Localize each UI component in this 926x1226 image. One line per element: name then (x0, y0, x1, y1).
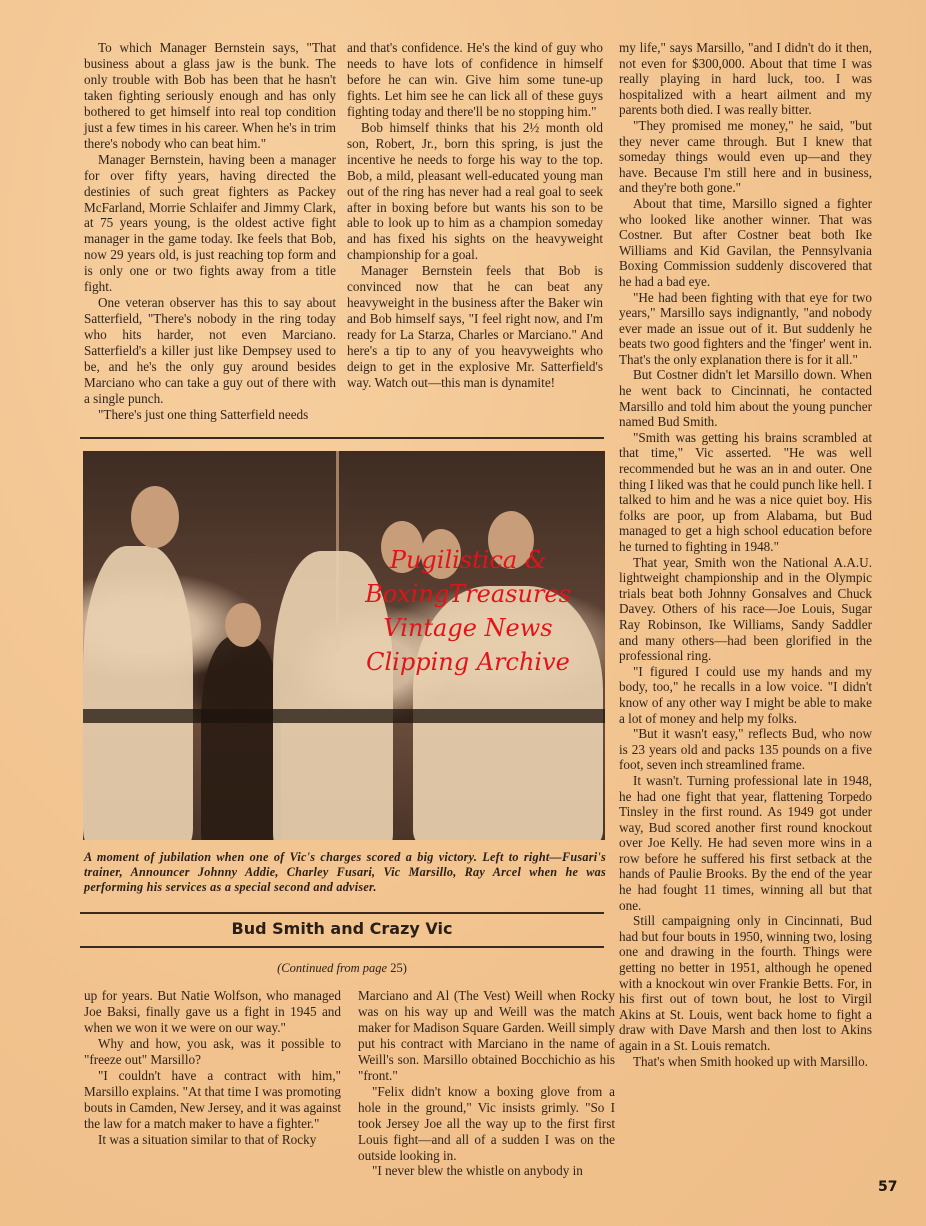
watermark-line: Vintage News (383, 614, 553, 642)
paragraph: "I couldn't have a contract with him," Marsillo explains. "At that time I was promoting bouts in Camden, New Jersey, and it was against the law for a match maker to have a fighter." (84, 1067, 341, 1131)
paragraph: and that's confidence. He's the kind of guy who needs to have lots of confidence in himself before he can win. Give him some tune-up fights. Let him see he can lick all of these guys fighting today and there'll be no stopping him." (347, 40, 603, 119)
watermark-line: Clipping Archive (366, 648, 570, 676)
watermark-line: Pugilistica & (389, 546, 547, 574)
article-headline: Bud Smith and Crazy Vic (231, 919, 453, 938)
paragraph: Bob himself thinks that his 2½ month old son, Robert, Jr., born this spring, is just the incentive he needs to forge his way to the top. Bob, a mild, pleasant well-educated young man out of the ring has never had a real goal to seek after in boxing before but wants his son to be able to look up to him as a champion someday and has fixed his sights on the heavyweight championship for a goal. (347, 119, 603, 263)
lower-article-column-2 (358, 988, 615, 1179)
continued-page-link: 25 (390, 961, 403, 975)
ring-rope (83, 709, 605, 723)
paragraph: That's when Smith hooked up with Marsillo. (633, 1053, 868, 1069)
paragraph: That year, Smith won the National A.A.U. lightweight championship and in the Olympic trials beat both Johnny Gonsalves and Chuck Davey. Others of his race—Joe Louis, Sugar Ray Robinson, Ike Williams, Sandy Saddler and many others—had been glorified in the professional ring. (619, 554, 872, 664)
paragraph: "I figured I could use my hands and my body, too," he recalls in a low voice. "I didn't know of any other way I might be able to make a lot of money and help my folks. (619, 663, 872, 726)
paragraph: "Felix didn't know a boxing glove from a hole in the ground," Vic insists grimly. "So I took Jersey Joe all the way up to the first first Louis fight—and all of a sudden I was on the outside looking in. (358, 1083, 615, 1163)
paragraph: To which Manager Bernstein says, "That business about a glass jaw is the bunk. The only trouble with Bob has been that he hasn't taken fighting seriously enough and has only bothered to get himself into real top condition just a few times in his career. When he's in trim there's nobody who can beat him." (84, 40, 336, 151)
paragraph: "There's just one thing Satterfield needs (98, 406, 309, 422)
paragraph: It wasn't. Turning professional late in 1948, he had one fight that year, flattening Torpedo Tinsley in the first round. As 1949 got under way, Bud scored another first round knockout over Joe Kelly. He had seven more wins in a row before he suffered his first setback at the hands of Paulie Brooks. By the end of the year he had fought 11 times, winning all but that one. (619, 772, 872, 913)
paragraph: About that time, Marsillo signed a fighter who looked like another winner. That was Costner. But after Costner beat both Ike Williams and Kid Gavilan, the Pennsylvania Boxing Commission suddenly discovered that he had a bad eye. (619, 195, 872, 289)
paragraph: But Costner didn't let Marsillo down. When he went back to Cincinnati, he contacted Marsillo and told him about the young puncher named Bud Smith. (619, 367, 872, 430)
boxing-ring-photo (83, 451, 605, 840)
upper-article-column-1 (84, 40, 336, 423)
head (131, 486, 179, 548)
paragraph: One veteran observer has this to say about Satterfield, "There's nobody in the ring today who hits harder, not even Marciano. Satterfield's a killer just like Dempsey used to be, and he's the only guy around besides Marciano who can take a guy out of there with a single punch. (84, 295, 336, 406)
lower-article-column-1 (84, 988, 341, 1148)
paragraph: It was a situation similar to that of Rocky (98, 1131, 317, 1147)
paragraph: "Smith was getting his brains scrambled at that time," Vic asserted. "He was well recommended but he was an in and outer. One thing I liked was that he could punch like hell. I talked to him and he was a nice quiet boy. His folks are poor, up from Alabama, but Bud managed to get a high school education before he turned to fighting in 1948." (619, 429, 872, 554)
head (225, 603, 261, 647)
watermark-line: BoxingTreasures (365, 580, 571, 608)
headline-rule-top (80, 912, 604, 914)
paragraph: Marciano and Al (The Vest) Weill when Rocky was on his way up and Weill was the match maker for Madison Square Garden. Weill simply put his contract with Marciano in the name of Weill's son. Marsillo obtained Bocchichio as his "front." (358, 988, 615, 1083)
figure-trainer (83, 546, 193, 840)
page-number: 57 (878, 1179, 898, 1195)
paragraph: Manager Bernstein feels that Bob is convinced now that he can beat any heavyweight in the business after the Baker win and Bob himself says, "I feel right now, and I'm ready for La Starza, Charles or Marciano." And here's a tip to any of you heavyweights who deign to get in the explosive Mr. Satterfield's way. Watch out—this man is dynamite! (347, 263, 603, 391)
photo-caption: A moment of jubilation when one of Vic's charges scored a big victory. Left to right—Fusari's trainer, Announcer Johnny Addie, Charley Fusari, Vic Marsillo, Ray Arcel when he was performing his services as a special second and adviser. (84, 850, 606, 894)
paragraph: my life," says Marsillo, "and I didn't do it then, not even for $300,000. About that time I was really playing in hard luck, too. I was hospitalized with a heart ailment and my parents both died. I was really bitter. (619, 40, 872, 118)
paragraph: "But it wasn't easy," reflects Bud, who now is 23 years old and packs 135 pounds on a five foot, seven inch streamlined frame. (619, 726, 872, 773)
paragraph: "I never blew the whistle on anybody in (372, 1163, 583, 1179)
paragraph: up for years. But Natie Wolfson, who managed Joe Baksi, finally gave us a fight in 1945 and when we won it we were on our way." (84, 988, 341, 1035)
paragraph: Manager Bernstein, having been a manager for over fifty years, having directed the destinies of such great fighters as Packey McFarland, Morrie Schlaifer and Jimmy Clark, at 75 years young, is the oldest active fight manager in the game today. Ike feels that Bob, now 29 years old, is just reaching top form and is only one or two fights away from a title fight. (84, 151, 336, 295)
continued-note (80, 961, 604, 976)
watermark (348, 543, 588, 679)
headline-rule-bottom (80, 946, 604, 948)
paragraph: "They promised me money," he said, "but they never came through. But I knew that someday things would even up—and they have. Because I'm still here and in business, and they're both gone." (619, 117, 872, 196)
paragraph: Still campaigning only in Cincinnati, Bud had but four bouts in 1950, winning two, losing one and drawing in the fourth. Things were getting no better in 1951, although he opened with a knockout win over Frankie Betts. For, in his first out of town bout, he lost to Virgil Akins at St. Louis, went back home to fight a draw with Dave Marsh and then lost to Akins again in a St. Louis rematch. (619, 913, 872, 1053)
upper-article-column-2 (347, 40, 603, 391)
section-divider (80, 437, 604, 439)
paragraph: "He had been fighting with that eye for two years," Marsillo says indignantly, "and nobody ever made an issue out of it. But suddenly he beats two good fighters and the 'finger' went in. That's the only explanation there is for it all." (619, 289, 872, 367)
continued-prefix: (Continued from page (277, 961, 391, 975)
paragraph: Why and how, you ask, was it possible to "freeze out" Marsillo? (84, 1035, 341, 1067)
continued-suffix: ) (402, 961, 407, 975)
right-column (619, 40, 872, 1069)
figure-announcer (201, 636, 281, 840)
